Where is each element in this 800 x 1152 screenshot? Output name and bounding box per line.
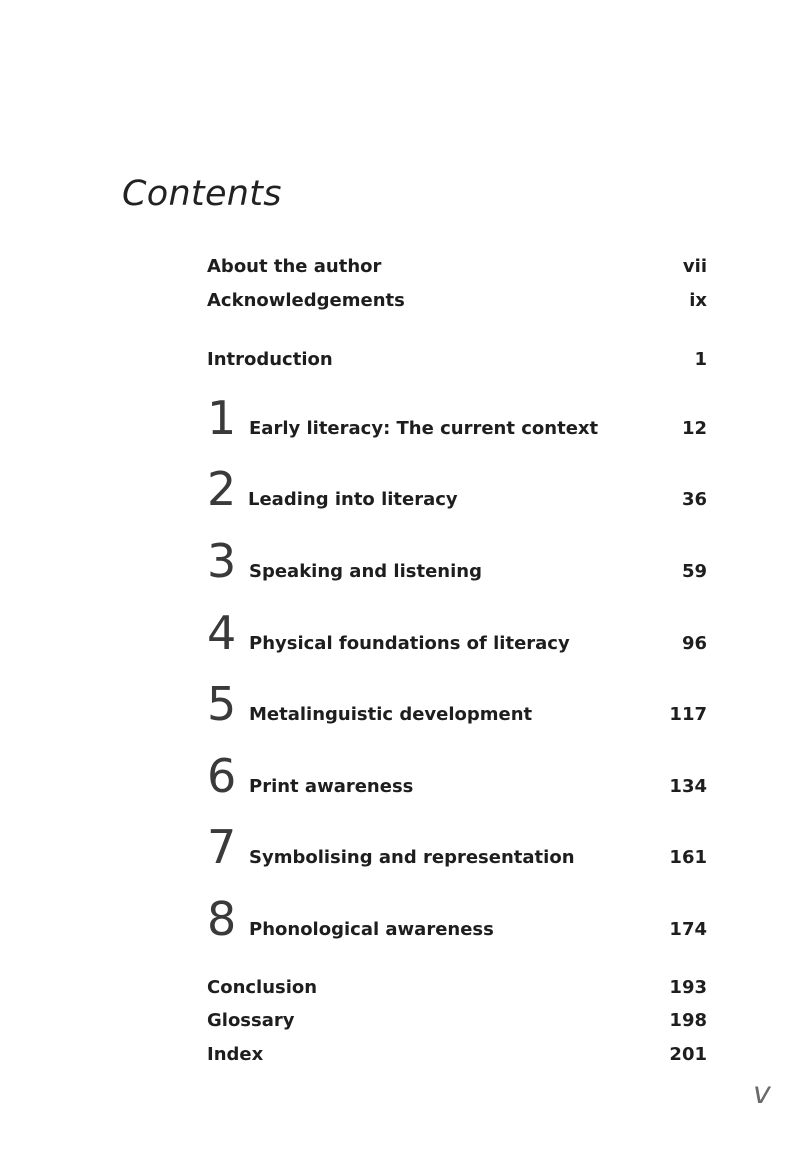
toc-entry-title: Glossary	[207, 1010, 295, 1031]
chapter-number: 4	[207, 606, 237, 660]
toc-entry-acknowledgements[interactable]	[207, 290, 707, 311]
toc-chapter-3[interactable]	[207, 524, 707, 588]
toc-chapter-2[interactable]	[207, 452, 707, 516]
page-title: Contents	[122, 174, 282, 214]
toc-entry-page: ix	[689, 290, 707, 311]
toc-chapter-7[interactable]	[207, 810, 707, 874]
toc-chapter-6[interactable]	[207, 739, 707, 803]
toc-entry-title: Index	[207, 1044, 264, 1065]
page-number: v	[753, 1076, 771, 1111]
toc-entry-page: vii	[682, 256, 707, 277]
toc-entry-introduction[interactable]	[207, 349, 707, 370]
toc-entry-about-the-author[interactable]	[207, 256, 707, 277]
toc-entry-page: 198	[669, 1010, 707, 1031]
chapter-page: 161	[669, 847, 707, 868]
toc-chapter-4[interactable]	[207, 596, 707, 660]
chapter-title: Print awareness	[249, 776, 414, 797]
chapter-page: 59	[681, 561, 707, 582]
chapter-page: 12	[681, 418, 707, 439]
chapter-title: Speaking and listening	[249, 561, 482, 582]
toc-entry-title: Introduction	[207, 349, 333, 370]
toc-chapter-8[interactable]	[207, 882, 707, 946]
table-of-contents	[207, 0, 707, 1152]
chapter-title: Phonological awareness	[249, 919, 494, 940]
chapter-number: 6	[207, 749, 237, 803]
chapter-number: 7	[207, 820, 237, 874]
chapter-page: 117	[669, 704, 707, 725]
chapter-page: 174	[669, 919, 707, 940]
chapter-page: 36	[681, 489, 707, 510]
chapter-title: Symbolising and representation	[249, 847, 575, 868]
chapter-number: 1	[207, 391, 237, 445]
chapter-number: 2	[207, 462, 237, 516]
chapter-number: 3	[207, 534, 237, 588]
toc-chapter-5[interactable]	[207, 667, 707, 731]
chapter-title: Leading into literacy	[248, 489, 458, 510]
chapter-number: 5	[207, 677, 237, 731]
toc-entry-title: About the author	[207, 256, 382, 277]
chapter-title: Metalinguistic development	[249, 704, 533, 725]
toc-entry-index[interactable]	[207, 1044, 707, 1065]
chapter-number: 8	[207, 892, 237, 946]
chapter-title: Physical foundations of literacy	[249, 633, 570, 654]
toc-entry-glossary[interactable]	[207, 1010, 707, 1031]
toc-entry-title: Conclusion	[207, 977, 318, 998]
toc-entry-title: Acknowledgements	[207, 290, 405, 311]
toc-entry-page: 201	[669, 1044, 707, 1065]
chapter-page: 96	[681, 633, 707, 654]
chapter-title: Early literacy: The current context	[249, 418, 599, 439]
toc-entry-page: 1	[694, 349, 707, 370]
toc-chapter-1[interactable]	[207, 381, 707, 445]
toc-entry-page: 193	[669, 977, 707, 998]
chapter-page: 134	[669, 776, 707, 797]
toc-entry-conclusion[interactable]	[207, 977, 707, 998]
